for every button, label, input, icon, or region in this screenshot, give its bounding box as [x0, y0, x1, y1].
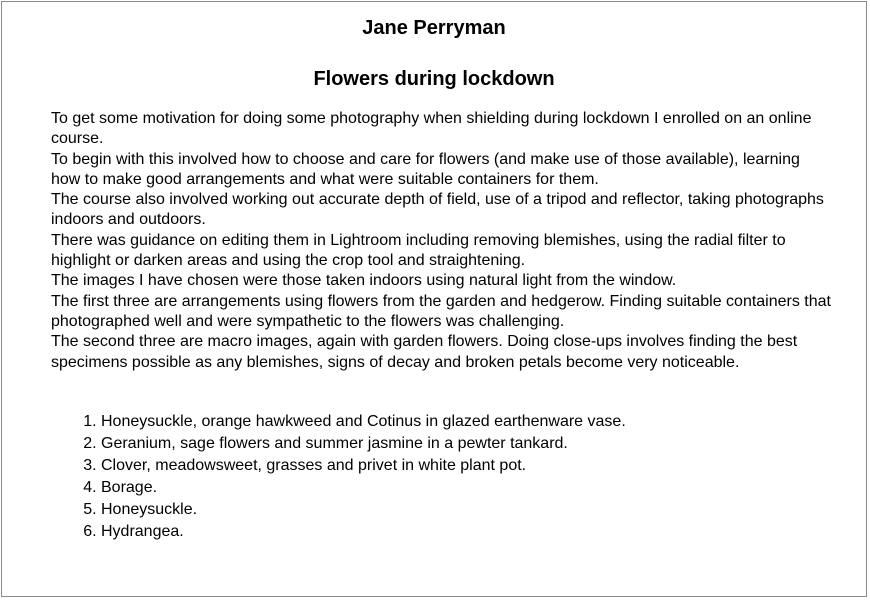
list-item: 4. Borage. — [101, 477, 626, 499]
author-name: Jane Perryman — [362, 17, 506, 39]
paragraph: To get some motivation for doing some photography when shielding during lockdown I enrolled on an online course. — [51, 110, 812, 148]
paragraph: The second three are macro images, again with garden flowers. Doing close-ups involves finding the best specimens possible as any blemishes, signs of decay and broken petals become very noticeable. — [51, 333, 798, 371]
document-page — [1, 1, 867, 597]
paragraph: The course also involved working out accurate depth of field, use of a tripod and reflector, taking photographs indoors and outdoors. — [51, 191, 824, 229]
image-list — [51, 411, 626, 543]
paragraph: To begin with this involved how to choose and care for flowers (and make use of those available), learning how to make good arrangements and what were suitable containers for them. — [51, 150, 800, 188]
paragraph: The images I have chosen were those taken indoors using natural light from the window. — [51, 272, 677, 290]
list-item: 1. Honeysuckle, orange hawkweed and Cotinus in glazed earthenware vase. — [101, 411, 626, 433]
list-item: 2. Geranium, sage flowers and summer jasmine in a pewter tankard. — [101, 433, 626, 455]
list-item: 5. Honeysuckle. — [101, 499, 626, 521]
paragraph: The first three are arrangements using flowers from the garden and hedgerow. Finding suitable containers that photographed well and were sympathetic to the flowers was challenging. — [51, 292, 831, 330]
paragraph: There was guidance on editing them in Lightroom including removing blemishes, using the radial filter to highlight or darken areas and using the crop tool and straightening. — [51, 231, 786, 270]
body-text — [51, 109, 831, 373]
document-title: Flowers during lockdown — [313, 68, 555, 90]
list-item: 6. Hydrangea. — [101, 521, 626, 543]
list-item: 3. Clover, meadowsweet, grasses and privet in white plant pot. — [101, 455, 626, 477]
